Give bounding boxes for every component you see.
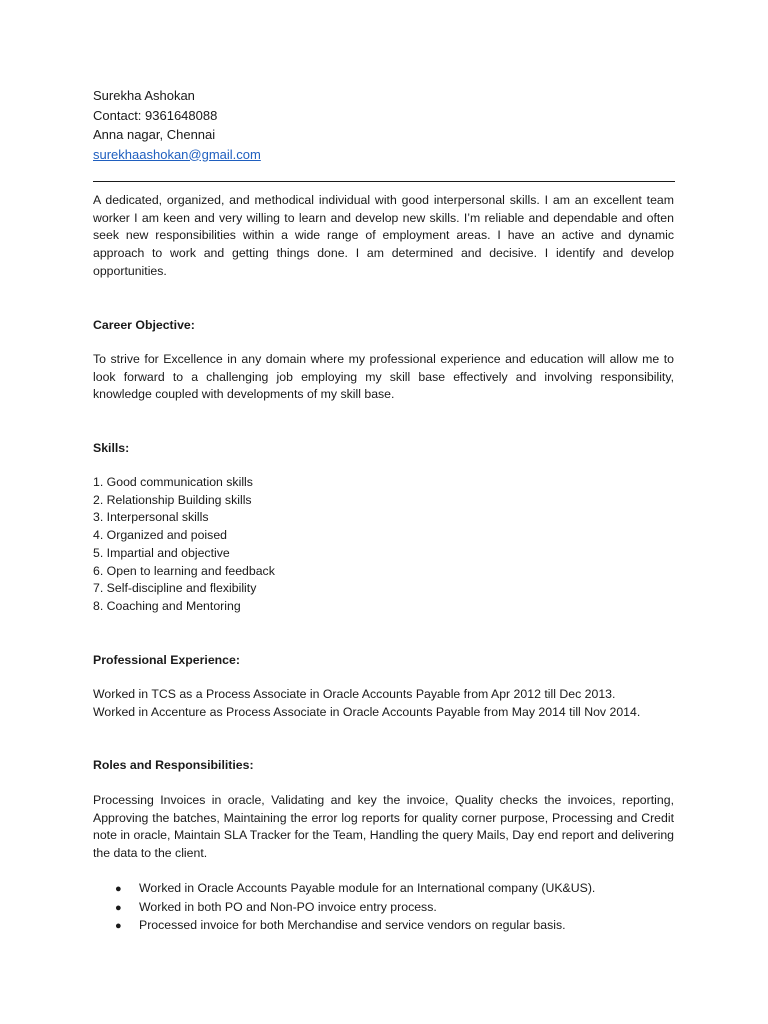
skill-item: 6. Open to learning and feedback xyxy=(93,563,275,578)
skill-item: 3. Interpersonal skills xyxy=(93,510,209,525)
bullet-text: Worked in both PO and Non-PO invoice entry process. xyxy=(139,899,437,914)
bullet-text: Worked in Oracle Accounts Payable module for an International company (UK&US). xyxy=(139,881,596,895)
bullet-icon: ● xyxy=(115,883,122,895)
contact-address: Anna nagar, Chennai xyxy=(93,127,216,142)
skill-item: 2. Relationship Building skills xyxy=(93,492,252,507)
bullet-icon: ● xyxy=(115,920,122,933)
list-item xyxy=(115,917,675,936)
skills-list xyxy=(93,474,674,616)
career-objective-text: To strive for Excellence in any domain where my professional experience and education will allow me to look forward to a challenging job employing my skill base effectively and involving responsibility, knowledge coupled with developments of my skill base. xyxy=(93,352,674,402)
skills-heading: Skills: xyxy=(93,441,130,455)
experience-heading: Professional Experience: xyxy=(93,653,240,667)
header-divider xyxy=(93,181,675,182)
email-link[interactable]: surekhaashokan@gmail.com xyxy=(93,146,261,162)
roles-bullet-list xyxy=(115,880,675,936)
contact-phone: Contact: 9361648088 xyxy=(93,107,218,123)
bullet-text: Processed invoice for both Merchandise and service vendors on regular basis. xyxy=(139,918,566,933)
skill-item: 1. Good communication skills xyxy=(93,475,253,489)
bullet-icon: ● xyxy=(115,901,122,914)
experience-list xyxy=(93,686,674,721)
skill-item: 4. Organized and poised xyxy=(93,528,227,543)
skill-item: 8. Coaching and Mentoring xyxy=(93,598,241,613)
list-item xyxy=(115,880,675,899)
list-item xyxy=(115,899,675,918)
skill-item: 5. Impartial and objective xyxy=(93,545,230,560)
roles-text: Processing Invoices in oracle, Validating and key the invoice, Quality checks the invoices, reporting, Approving the batches, Maintaining the error log reports for quality corner purpose, Processing and Credit note in oracle, Maintain SLA Tracker for the Team, Handling the query Mails, Day end report and delivering the data to the client. xyxy=(93,793,674,861)
contact-block xyxy=(93,86,674,164)
experience-item: Worked in Accenture as Process Associate in Oracle Accounts Payable from May 2014 till Nov 2014. xyxy=(93,704,641,719)
summary-paragraph: A dedicated, organized, and methodical individual with good interpersonal skills. I am an excellent team worker I am keen and very willing to learn and develop new skills. I’m reliable and dependable and often seek new responsibilities within a wide range of employment areas. I have an active and dynamic approach to work and getting things done. I am determined and decisive. I identify and develop opportunities. xyxy=(93,193,674,278)
experience-item: Worked in TCS as a Process Associate in Oracle Accounts Payable from Apr 2012 till Dec 2013. xyxy=(93,687,616,701)
skill-item: 7. Self-discipline and flexibility xyxy=(93,581,257,596)
career-objective-heading: Career Objective: xyxy=(93,318,195,332)
roles-heading: Roles and Responsibilities: xyxy=(93,758,254,772)
candidate-name: Surekha Ashokan xyxy=(93,88,195,103)
